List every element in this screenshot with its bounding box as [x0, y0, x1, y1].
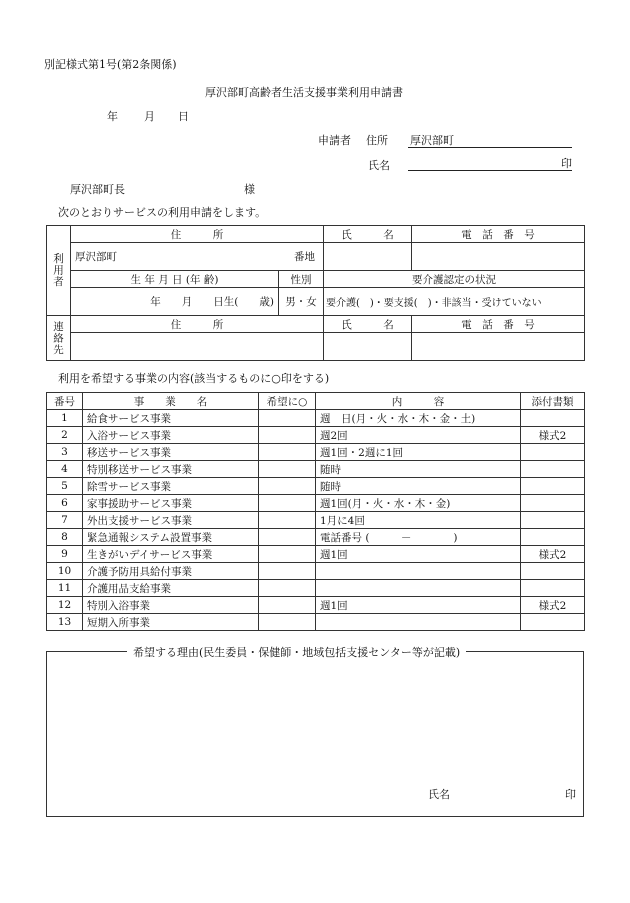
service-docs-cell: [521, 444, 585, 461]
service-content-cell: [316, 563, 521, 580]
user-address-cell[interactable]: [71, 243, 324, 271]
sex-cell[interactable]: 男・女: [279, 288, 324, 316]
addressee-honorific: 様: [244, 183, 255, 196]
service-no-cell: 1: [47, 410, 83, 427]
service-wish-cell[interactable]: [259, 512, 316, 529]
reason-seal: 印: [565, 788, 576, 801]
service-docs-cell: [521, 529, 585, 546]
service-name-cell: 家事援助サービス事業: [83, 495, 259, 512]
service-no-cell: 8: [47, 529, 83, 546]
user-address-banchi: 番地: [294, 251, 315, 263]
contact-phone-cell[interactable]: [412, 333, 585, 361]
service-wish-cell[interactable]: [259, 563, 316, 580]
service-docs-cell: [521, 563, 585, 580]
col-content-header: 内 容: [316, 393, 521, 410]
service-docs-cell: [521, 478, 585, 495]
col-docs-header: 添付書類: [521, 393, 585, 410]
service-docs-cell: 様式2: [521, 597, 585, 614]
contact-address-cell[interactable]: [71, 333, 324, 361]
service-wish-cell[interactable]: [259, 410, 316, 427]
service-name-cell: 生きがいデイサービス事業: [83, 546, 259, 563]
col-no-header: 番号: [47, 393, 83, 410]
user-info-table: [46, 225, 585, 361]
service-row: [47, 546, 585, 563]
service-row: [47, 444, 585, 461]
service-docs-cell: [521, 410, 585, 427]
service-row: [47, 529, 585, 546]
service-name-cell: 特別移送サービス事業: [83, 461, 259, 478]
service-row: [47, 597, 585, 614]
service-docs-cell: [521, 512, 585, 529]
service-docs-cell: [521, 580, 585, 597]
service-content-cell: 週1回: [316, 597, 521, 614]
addressee-name: 厚沢部町長: [70, 183, 125, 196]
form-number: 別記様式第1号(第2条関係): [44, 58, 177, 71]
service-row: [47, 427, 585, 444]
contact-address-header: 住 所: [71, 316, 324, 333]
user-phone-cell[interactable]: [412, 243, 585, 271]
applicant-name-label: 氏名: [368, 159, 390, 172]
date-year-label: 年: [107, 110, 118, 123]
applicant-address-label: 住所: [366, 134, 388, 147]
service-no-cell: 13: [47, 614, 83, 631]
service-name-cell: 短期入所事業: [83, 614, 259, 631]
service-name-cell: 移送サービス事業: [83, 444, 259, 461]
birth-header: 生 年 月 日 (年 齢): [71, 271, 279, 288]
service-name-cell: 介護予防用具給付事業: [83, 563, 259, 580]
service-no-cell: 7: [47, 512, 83, 529]
contact-name-header: 氏 名: [324, 316, 412, 333]
service-docs-cell: [521, 495, 585, 512]
service-wish-cell[interactable]: [259, 444, 316, 461]
service-content-cell: 随時: [316, 478, 521, 495]
service-no-cell: 3: [47, 444, 83, 461]
date-month-label: 月: [144, 110, 155, 123]
service-content-cell: 1月に4回: [316, 512, 521, 529]
intro-text: 次のとおりサービスの利用申請をします。: [58, 206, 267, 219]
service-row: [47, 512, 585, 529]
service-content-cell: 週 日(月・火・水・木・金・土): [316, 410, 521, 427]
service-docs-cell: [521, 461, 585, 478]
user-phone-header: 電 話 番 号: [412, 226, 585, 243]
service-wish-cell[interactable]: [259, 478, 316, 495]
document-title: 厚沢部町高齢者生活支援事業利用申請書: [205, 86, 403, 99]
service-row: [47, 410, 585, 427]
service-content-cell: 電話番号 ( － ): [316, 529, 521, 546]
applicant-name-line[interactable]: [408, 170, 572, 171]
service-no-cell: 2: [47, 427, 83, 444]
contact-phone-header: 電 話 番 号: [412, 316, 585, 333]
service-name-cell: 給食サービス事業: [83, 410, 259, 427]
applicant-address-value[interactable]: 厚沢部町: [410, 134, 454, 147]
service-wish-cell[interactable]: [259, 427, 316, 444]
service-wish-cell[interactable]: [259, 495, 316, 512]
applicant-address-line: [408, 147, 572, 148]
service-wish-cell[interactable]: [259, 597, 316, 614]
contact-side-label: 連絡先: [47, 316, 71, 361]
service-content-cell: 週1回(月・火・水・木・金): [316, 495, 521, 512]
service-no-cell: 6: [47, 495, 83, 512]
service-wish-cell[interactable]: [259, 614, 316, 631]
service-name-cell: 除雪サービス事業: [83, 478, 259, 495]
services-intro: 利用を希望する事業の内容(該当するものに○印をする): [58, 372, 330, 385]
applicant-label: 申請者: [318, 134, 351, 147]
birth-date-cell[interactable]: 年 月 日生( 歳): [71, 288, 279, 316]
date-day-label: 日: [178, 110, 189, 123]
user-address-town: 厚沢部町: [75, 251, 117, 263]
care-status-cell[interactable]: 要介護( )・要支援( )・非該当・受けていない: [324, 288, 585, 316]
applicant-seal: 印: [561, 157, 572, 170]
user-name-header: 氏 名: [324, 226, 412, 243]
service-no-cell: 9: [47, 546, 83, 563]
service-content-cell: [316, 580, 521, 597]
service-no-cell: 4: [47, 461, 83, 478]
service-docs-cell: 様式2: [521, 546, 585, 563]
service-docs-cell: [521, 614, 585, 631]
reason-box[interactable]: [46, 651, 584, 817]
user-side-label: 利用者: [47, 226, 71, 316]
user-address-header: 住 所: [71, 226, 324, 243]
col-wish-header: 希望に○: [259, 393, 316, 410]
service-no-cell: 5: [47, 478, 83, 495]
contact-name-cell[interactable]: [324, 333, 412, 361]
reason-name-label: 氏名: [428, 788, 450, 801]
service-name-cell: 緊急通報システム設置事業: [83, 529, 259, 546]
service-name-cell: 外出支援サービス事業: [83, 512, 259, 529]
service-content-cell: 随時: [316, 461, 521, 478]
service-no-cell: 12: [47, 597, 83, 614]
service-no-cell: 10: [47, 563, 83, 580]
col-service-header: 事 業 名: [83, 393, 259, 410]
service-row: [47, 563, 585, 580]
service-no-cell: 11: [47, 580, 83, 597]
service-row: [47, 580, 585, 597]
service-wish-cell[interactable]: [259, 461, 316, 478]
service-row: [47, 495, 585, 512]
service-row: [47, 614, 585, 631]
service-wish-cell[interactable]: [259, 580, 316, 597]
user-name-cell[interactable]: [324, 243, 412, 271]
care-status-header: 要介護認定の状況: [324, 271, 585, 288]
service-wish-cell[interactable]: [259, 529, 316, 546]
service-docs-cell: 様式2: [521, 427, 585, 444]
reason-title: 希望する理由(民生委員・保健師・地域包括支援センター等が記載): [127, 644, 466, 660]
services-table: [46, 392, 585, 631]
service-name-cell: 特別入浴事業: [83, 597, 259, 614]
service-name-cell: 入浴サービス事業: [83, 427, 259, 444]
service-row: [47, 478, 585, 495]
sex-header: 性別: [279, 271, 324, 288]
service-content-cell: 週1回: [316, 546, 521, 563]
service-content-cell: 週2回: [316, 427, 521, 444]
service-content-cell: [316, 614, 521, 631]
service-wish-cell[interactable]: [259, 546, 316, 563]
service-row: [47, 461, 585, 478]
service-name-cell: 介護用品支給事業: [83, 580, 259, 597]
service-content-cell: 週1回・2週に1回: [316, 444, 521, 461]
